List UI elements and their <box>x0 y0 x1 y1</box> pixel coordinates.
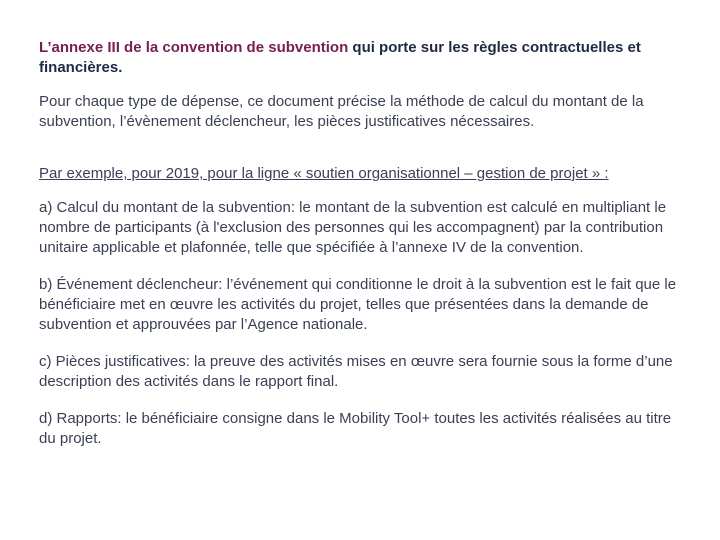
list-item: c) Pièces justificatives: la preuve des activités mises en œuvre sera fournie sous la forme d’une description des activités dans le rapport final. <box>39 353 673 390</box>
slide-content <box>39 38 679 466</box>
heading-rest: qui porte sur les règles contractuelles et financières. <box>39 39 641 76</box>
list-item: d) Rapports: le bénéficiaire consigne dans le Mobility Tool+ toutes les activités réalisées au titre du projet. <box>39 410 672 447</box>
list-item: a) Calcul du montant de la subvention: le montant de la subvention est calculé en multipliant le nombre de participants (à l'exclusion des personnes qui les accompagnent) par la contribution unitaire applicable et plafonnée, telle que spécifiée à l’annexe IV de la convention. <box>39 199 667 256</box>
heading-highlight: L’annexe III de la convention de subvention <box>39 39 349 56</box>
list-item: b) Événement déclencheur: l’événement qui conditionne le droit à la subvention est le fait que le bénéficiaire met en œuvre les activités du projet, telles que présentées dans la demande de subvention et approuvées par l’Agence nationale. <box>39 276 677 333</box>
intro-paragraph: Pour chaque type de dépense, ce document précise la méthode de calcul du montant de la subvention, l’évènement déclencheur, les pièces justificatives nécessaires. <box>39 93 644 130</box>
heading <box>39 38 679 78</box>
example-title: Par exemple, pour 2019, pour la ligne « soutien organisationnel – gestion de projet » : <box>39 165 609 182</box>
